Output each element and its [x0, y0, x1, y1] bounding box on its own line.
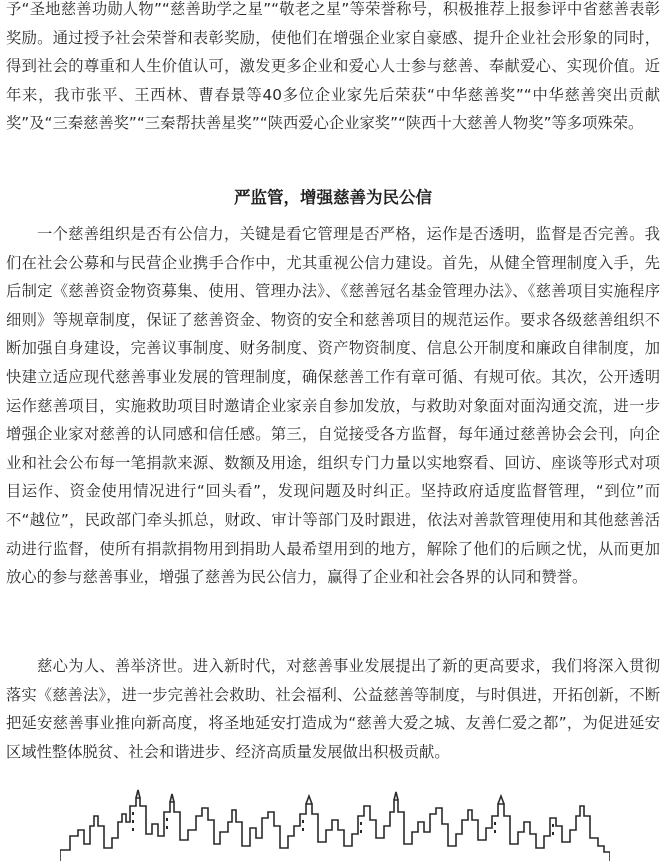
- paragraph-honors: 予“圣地慈善功勋人物”“慈善助学之星”“敬老之星”等荣誉称号，积极推荐上报参评中省慈善表彰奖励。通过授予社会荣誉和表彰奖励，使他们在增强企业家自豪感、提升企业社会形象的同时，得到社会的尊重和人生价值认可，激发更多企业和爱心人士参与慈善、奉献爱心、实现价值。近年来，我市张平、王西林、曹春景等40多位企业家先后荣获“中华慈善奖”“中华慈善突出贡献奖”及“三秦慈善奖”“三秦帮扶善星奖”“陕西爱心企业家奖”“陕西十大慈善人物奖”等多项殊荣。: [6, 0, 660, 133]
- city-skyline-icon: [60, 786, 610, 861]
- paragraph-supervision: 一个慈善组织是否有公信力，关键是看它管理是否严格，运作是否透明，监督是否完善。我们在社会公募和与民营企业携手合作中，尤其重视公信力建设。首先，从健全管理制度入手，先后制定《慈善资金物资募集、使用、管理办法》、《慈善冠名基金管理办法》、《慈善项目实施程序细则》等规章制度，保证了慈善资金、物资的安全和慈善项目的规范运作。要求各级慈善组织不断加强自身建设，完善议事制度、财务制度、资产物资制度、信息公开制度和廉政自律制度，加快建立适应现代慈善事业发展的管理制度，确保慈善工作有章可循、有规可依。其次，公开透明运作慈善项目，实施救助项目时邀请企业家亲自参加发放，与救助对象面对面沟通交流，进一步增强企业家对慈善的认同感和信任感。第三，自觉接受各方监督，每年通过慈善协会会刊，向企业和社会公布每一笔捐款来源、数额及用途，组织专门力量以实地察看、回访、座谈等形式对项目运作、资金使用情况进行“回头看”，发现问题及时纠正。坚持政府适度监督管理，“到位”而不“越位”，民政部门牵头抓总，财政、审计等部门及时跟进，依法对善款管理使用和其他慈善活动进行监督，使所有捐款捐物用到捐助人最希望用到的地方，解除了他们的后顾之忧，从而更加放心的参与慈善事业，增强了慈善为民公信力，赢得了企业和社会各界的认同和赞誉。: [6, 225, 660, 587]
- section-heading: 严监管，增强慈善为民公信: [234, 188, 432, 207]
- paragraph-conclusion: 慈心为人、善举济世。进入新时代，对慈善事业发展提出了新的更高要求，我们将深入贯彻落实《慈善法》，进一步完善社会救助、社会福利、公益慈善等制度，与时俱进，开拓创新，不断把延安慈善事业推向新高度，将圣地延安打造成为“慈善大爱之城、友善仁爱之都”，为促进延安区域性整体脱贫、社会和谐进步、经济高质量发展做出积极贡献。: [6, 657, 660, 761]
